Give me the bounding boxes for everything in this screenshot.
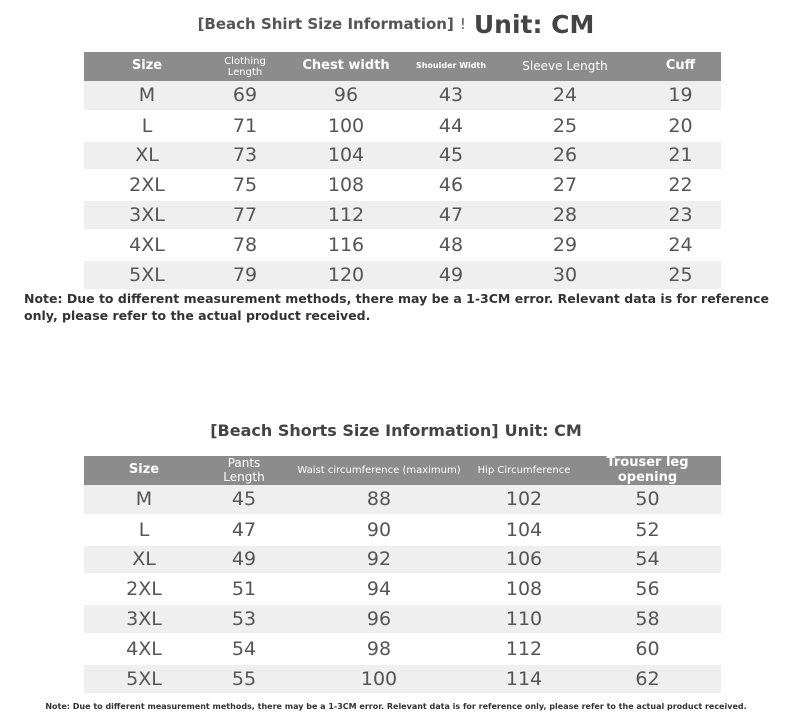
measurement-cell: 50	[574, 485, 721, 515]
measurement-cell: 100	[280, 111, 412, 141]
column-header: Trouser leg opening	[574, 456, 721, 485]
measurement-cell: 96	[284, 604, 474, 634]
column-header: Sleeve Length	[490, 52, 640, 81]
shirt-unit-label: Unit: CM	[473, 9, 595, 39]
shirt-size-title	[0, 6, 792, 42]
column-header: Size	[84, 456, 204, 485]
measurement-cell: 45	[412, 141, 490, 171]
measurement-cell: 106	[474, 545, 574, 575]
size-cell: 3XL	[84, 200, 210, 230]
size-cell: 5XL	[84, 260, 210, 290]
measurement-cell: 69	[210, 81, 280, 111]
table-row	[84, 260, 721, 290]
measurement-cell: 108	[474, 574, 574, 604]
measurement-cell: 54	[204, 634, 284, 664]
column-header: Clothing Length	[210, 52, 280, 81]
column-header: Hip Circumference	[474, 456, 574, 485]
measurement-cell: 27	[490, 170, 640, 200]
measurement-cell: 100	[284, 664, 474, 694]
measurement-cell: 29	[490, 230, 640, 260]
measurement-cell: 21	[640, 141, 721, 171]
measurement-cell: 30	[490, 260, 640, 290]
measurement-cell: 88	[284, 485, 474, 515]
measurement-cell: 24	[490, 81, 640, 111]
measurement-cell: 75	[210, 170, 280, 200]
measurement-cell: 25	[640, 260, 721, 290]
measurement-cell: 79	[210, 260, 280, 290]
shirt-note: Note: Due to different measurement methods, there may be a 1-3CM error. Relevant data is for reference only, please refer to the actual product received.	[24, 291, 770, 323]
column-header: Shoulder Width	[412, 52, 490, 81]
measurement-cell: 53	[204, 604, 284, 634]
measurement-cell: 96	[280, 81, 412, 111]
measurement-cell: 116	[280, 230, 412, 260]
table-row	[84, 664, 721, 694]
size-cell: L	[84, 515, 204, 545]
measurement-cell: 92	[284, 545, 474, 575]
measurement-cell: 47	[412, 200, 490, 230]
table-row	[84, 574, 721, 604]
measurement-cell: 112	[280, 200, 412, 230]
size-cell: 4XL	[84, 230, 210, 260]
size-cell: XL	[84, 545, 204, 575]
measurement-cell: 60	[574, 634, 721, 664]
measurement-cell: 44	[412, 111, 490, 141]
measurement-cell: 55	[204, 664, 284, 694]
table-row	[84, 545, 721, 575]
size-cell: XL	[84, 141, 210, 171]
shorts-title-text: [Beach Shorts Size Information]	[210, 420, 499, 440]
size-cell: M	[84, 81, 210, 111]
measurement-cell: 114	[474, 664, 574, 694]
measurement-cell: 52	[574, 515, 721, 545]
measurement-cell: 102	[474, 485, 574, 515]
measurement-cell: 51	[204, 574, 284, 604]
measurement-cell: 73	[210, 141, 280, 171]
measurement-cell: 45	[204, 485, 284, 515]
table-row	[84, 230, 721, 260]
measurement-cell: 104	[280, 141, 412, 171]
shorts-unit-label: Unit: CM	[504, 420, 582, 440]
shorts-size-table	[84, 456, 721, 695]
measurement-cell: 28	[490, 200, 640, 230]
measurement-cell: 48	[412, 230, 490, 260]
measurement-cell: 56	[574, 574, 721, 604]
measurement-cell: 78	[210, 230, 280, 260]
measurement-cell: 77	[210, 200, 280, 230]
table-row	[84, 634, 721, 664]
size-cell: 3XL	[84, 604, 204, 634]
measurement-cell: 25	[490, 111, 640, 141]
measurement-cell: 19	[640, 81, 721, 111]
measurement-cell: 23	[640, 200, 721, 230]
measurement-cell: 22	[640, 170, 721, 200]
size-cell: 2XL	[84, 170, 210, 200]
size-cell: M	[84, 485, 204, 515]
shirt-header-row	[84, 52, 721, 81]
shirt-title-text: [Beach Shirt Size Information]	[197, 15, 454, 33]
measurement-cell: 62	[574, 664, 721, 694]
measurement-cell: 94	[284, 574, 474, 604]
table-row	[84, 604, 721, 634]
measurement-cell: 54	[574, 545, 721, 575]
column-header: Waist circumference (maximum)	[284, 456, 474, 485]
size-cell: 4XL	[84, 634, 204, 664]
table-row	[84, 111, 721, 141]
measurement-cell: 112	[474, 634, 574, 664]
measurement-cell: 104	[474, 515, 574, 545]
column-header: Size	[84, 52, 210, 81]
shorts-size-title	[0, 418, 792, 442]
measurement-cell: 98	[284, 634, 474, 664]
measurement-cell: 46	[412, 170, 490, 200]
shorts-note: Note: Due to different measurement methods, there may be a 1-3CM error. Relevant data is for reference only, please refer to the actual product received.	[45, 702, 747, 711]
table-row	[84, 141, 721, 171]
size-cell: L	[84, 111, 210, 141]
table-row	[84, 200, 721, 230]
column-header: Cuff	[640, 52, 721, 81]
measurement-cell: 26	[490, 141, 640, 171]
column-header: Chest width	[280, 52, 412, 81]
measurement-cell: 49	[412, 260, 490, 290]
table-row	[84, 485, 721, 515]
measurement-cell: 71	[210, 111, 280, 141]
measurement-cell: 20	[640, 111, 721, 141]
measurement-cell: 49	[204, 545, 284, 575]
size-cell: 2XL	[84, 574, 204, 604]
measurement-cell: 108	[280, 170, 412, 200]
column-header: Pants Length	[204, 456, 284, 485]
measurement-cell: 58	[574, 604, 721, 634]
measurement-cell: 120	[280, 260, 412, 290]
table-row	[84, 81, 721, 111]
table-row	[84, 170, 721, 200]
measurement-cell: 110	[474, 604, 574, 634]
table-row	[84, 515, 721, 545]
shirt-title-separator: !	[459, 15, 466, 33]
measurement-cell: 24	[640, 230, 721, 260]
shirt-size-table	[84, 52, 721, 291]
measurement-cell: 43	[412, 81, 490, 111]
measurement-cell: 90	[284, 515, 474, 545]
shorts-header-row	[84, 456, 721, 485]
size-cell: 5XL	[84, 664, 204, 694]
measurement-cell: 47	[204, 515, 284, 545]
